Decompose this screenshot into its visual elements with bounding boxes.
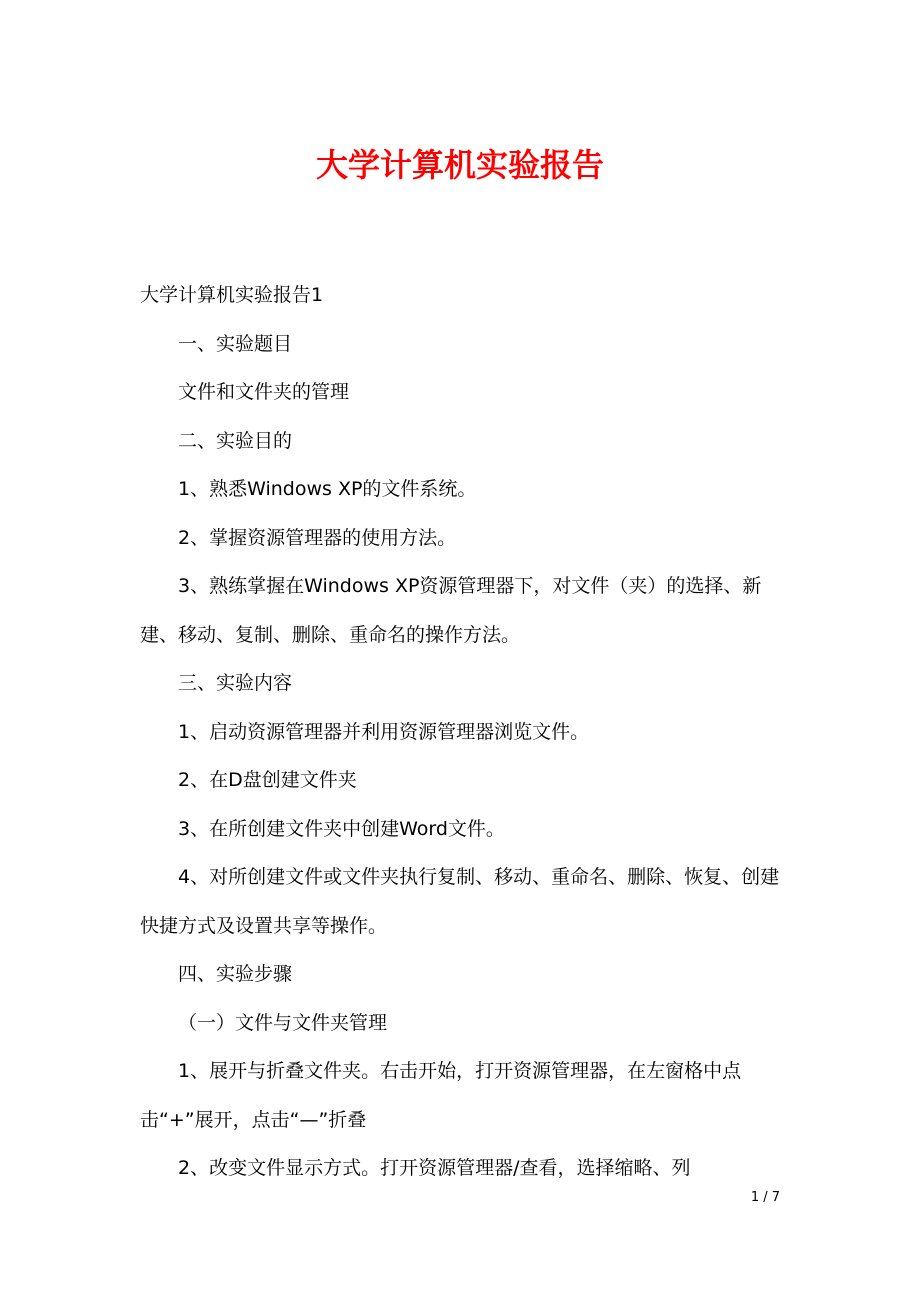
paragraph: 2、改变文件显示方式。打开资源管理器/查看，选择缩略、列 <box>178 1157 691 1179</box>
document-body <box>140 271 780 1193</box>
paragraph: 4、对所创建文件或文件夹执行复制、移动、重命名、删除、恢复、创建快捷方式及设置共享等操作。 <box>140 866 780 937</box>
document-title: 大学计算机实验报告 <box>315 146 604 184</box>
section-heading-experiment-purpose: 二、实验目的 <box>178 429 293 452</box>
paragraph: 2、在D盘创建文件夹 <box>178 769 357 791</box>
subsection-heading: （一）文件与文件夹管理 <box>178 1011 388 1034</box>
page-number: 1 / 7 <box>750 1190 780 1205</box>
paragraph: 1、启动资源管理器并利用资源管理器浏览文件。 <box>178 720 590 743</box>
paragraph: 2、掌握资源管理器的使用方法。 <box>178 526 457 549</box>
section-heading-experiment-content: 三、实验内容 <box>178 672 293 694</box>
section-heading-experiment-title: 一、实验题目 <box>178 332 293 355</box>
paragraph: 1、熟悉Windows XP的文件系统。 <box>178 478 477 500</box>
paragraph: 文件和文件夹的管理 <box>178 381 350 403</box>
paragraph: 1、展开与折叠文件夹。右击开始，打开资源管理器，在左窗格中点击“+”展开，点击“—”折叠 <box>140 1060 742 1131</box>
report-heading: 大学计算机实验报告1 <box>140 284 324 306</box>
paragraph: 3、熟练掌握在Windows XP资源管理器下，对文件（夹）的选择、新建、移动、复制、删除、重命名的操作方法。 <box>140 575 762 646</box>
paragraph: 3、在所创建文件夹中创建Word文件。 <box>178 817 505 840</box>
section-heading-experiment-steps: 四、实验步骤 <box>178 963 293 985</box>
